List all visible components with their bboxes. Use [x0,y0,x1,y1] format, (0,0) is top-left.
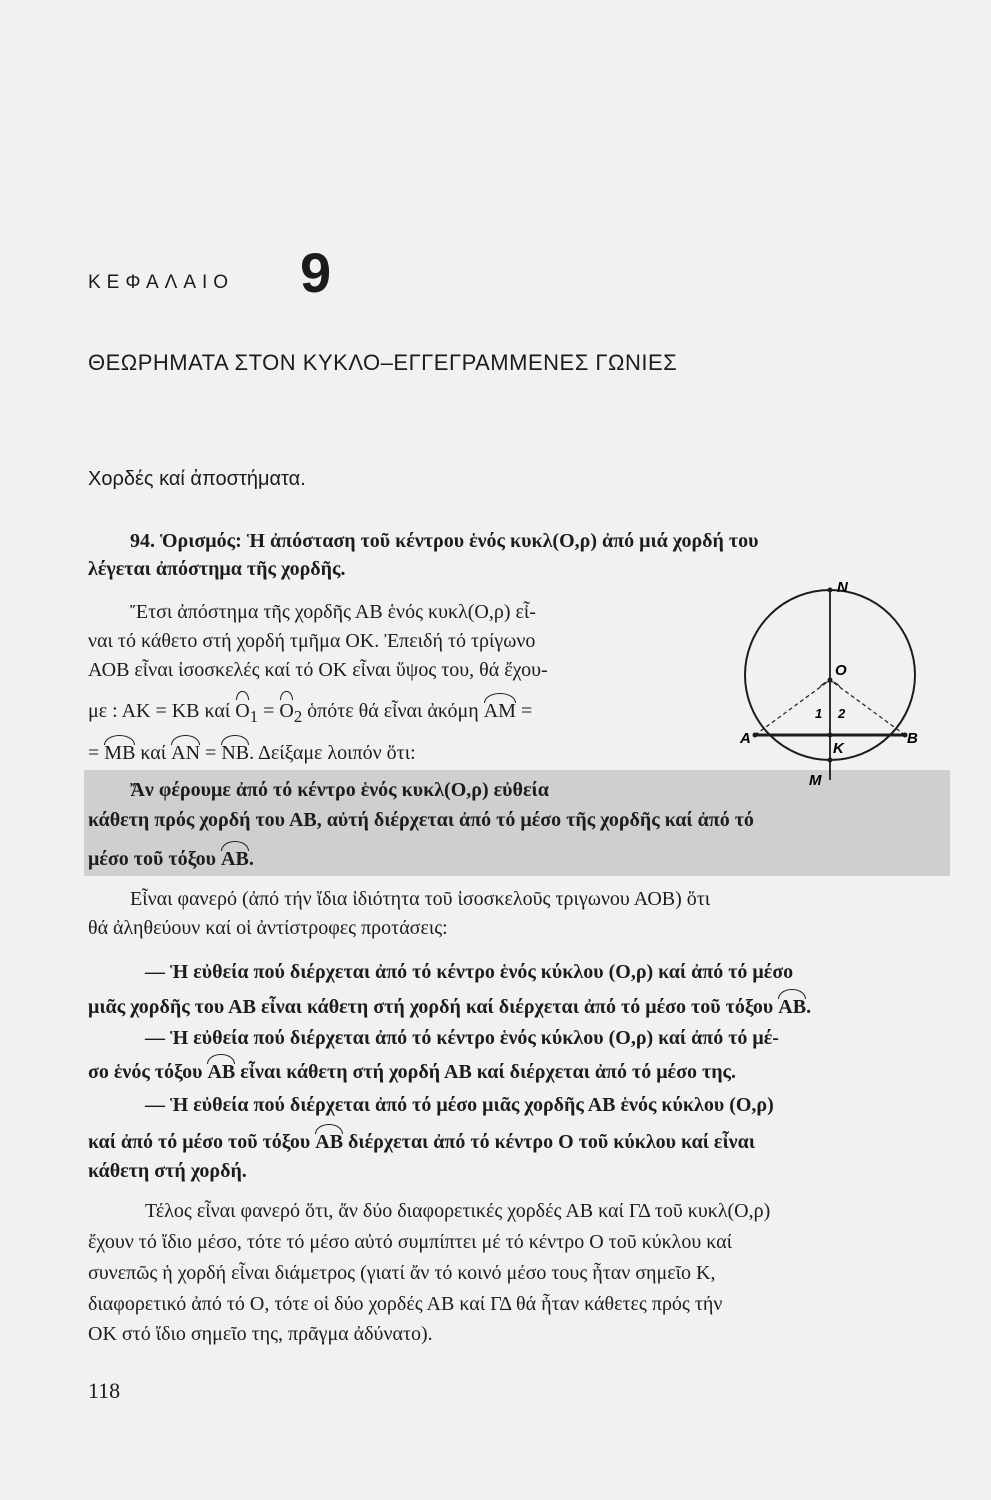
definition-line: λέγεται ἀπόστημα τῆς χορδῆς. [88,558,346,580]
statement-line: καί ἀπό τό μέσο τοῦ τόξου ΑΒ διέρχεται ἀπό τό κέντρο Ο τοῦ κύκλου καί εἶναι [88,1128,755,1156]
explanation-line: ναι τό κάθετο στή χορδή τμῆμα ΟΚ. Ἐπειδή τό τρίγωνο [88,630,536,652]
label-b: B [907,730,918,747]
converse-line: Εἶναι φανερό (ἀπό τήν ἴδια ἰδιότητα τοῦ ἰσοσκελοῦς τριγωνου ΑΟΒ) ὅτι [130,888,711,910]
point-k [828,733,833,738]
label-1: 1 [815,706,823,721]
conclusion-line: διαφορετικό ἀπό τό Ο, τότε οἱ δύο χορδές ΑΒ καί ΓΔ θά ἦταν κάθετες πρός τήν [88,1293,723,1315]
chapter-number: 9 [300,241,332,304]
explanation-line: Ἔτσι ἀπόστημα τῆς χορδῆς ΑΒ ἑνός κυκλ(Ο,ρ) εἶ- [130,601,536,623]
statement-line: — Ἡ εὐθεία πού διέρχεται ἀπό τό κέντρο ἑνός κύκλου (Ο,ρ) καί ἀπό τό μέσο [145,961,794,983]
circle-figure [735,575,950,790]
converse-line: θά ἀληθεύουν καί οἱ ἀντίστροφες προτάσεις: [88,917,448,939]
label-a: A [740,730,751,747]
point-n [828,588,833,593]
theorem-line: Ἄν φέρουμε ἀπό τό κέντρο ἑνός κυκλ(Ο,ρ) εὐθεία [130,779,549,801]
point-a [753,733,758,738]
section-heading: Χορδές καί ἀποστήματα. [88,468,306,490]
theorem-line: μέσο τοῦ τόξου ΑΒ. [88,845,254,873]
point-o [828,678,833,683]
statement-line: σο ἑνός τόξου ΑΒ εἶναι κάθετη στή χορδή ΑΒ καί διέρχεται ἀπό τό μέσο της. [88,1058,736,1086]
statement-line: κάθετη στή χορδή. [88,1160,247,1182]
chapter-label: ΚΕΦΑΛΑΙΟ [88,272,235,293]
label-k: K [833,740,844,757]
definition-line: 94. Ὁρισμός: Ἡ ἀπόσταση τοῦ κέντρου ἑνός κυκλ(Ο,ρ) ἀπό μιά χορδή του [130,530,759,552]
conclusion-line: Τέλος εἶναι φανερό ὅτι, ἄν δύο διαφορετικές χορδές ΑΒ καί ΓΔ τοῦ κυκλ(Ο,ρ) [145,1200,771,1222]
statement-line: — Ἡ εὐθεία πού διέρχεται ἀπό τό μέσο μιᾶς χορδῆς ΑΒ ἑνός κύκλου (Ο,ρ) [145,1094,774,1116]
explanation-line: = ΜΒ καί ΑΝ = ΝΒ. Δείξαμε λοιπόν ὅτι: [88,739,416,767]
conclusion-line: συνεπῶς ἡ χορδή εἶναι διάμετρος (γιατί ἄν τό κοινό μέσο τους ἦταν σημεῖο Κ, [88,1262,716,1284]
chapter-title: ΘΕΩΡΗΜΑΤΑ ΣΤΟΝ ΚΥΚΛΟ–ΕΓΓΕΓΡΑΜΜΕΝΕΣ ΓΩΝΙΕΣ [88,350,678,375]
label-2: 2 [838,706,846,721]
point-m [828,758,833,763]
theorem-line: κάθετη πρός χορδή του ΑΒ, αὐτή διέρχεται ἀπό τό μέσο τῆς χορδῆς καί ἀπό τό [88,809,754,831]
label-n: N [837,579,848,596]
page-number: 118 [88,1378,121,1403]
label-m: M [809,772,822,789]
conclusion-line: ΟΚ στό ἴδιο σημεῖο της, πρᾶγμα ἀδύνατο). [88,1323,433,1345]
conclusion-line: ἔχουν τό ἴδιο μέσο, τότε τό μέσο αὐτό συμπίπτει μέ τό κέντρο Ο τοῦ κύκλου καί [88,1231,733,1253]
explanation-line: ΑΟΒ εἶναι ἰσοσκελές καί τό ΟΚ εἶναι ὕψος του, θά ἔχου- [88,659,548,681]
statement-line: — Ἡ εὐθεία πού διέρχεται ἀπό τό κέντρο ἑνός κύκλου (Ο,ρ) καί ἀπό τό μέ- [145,1027,779,1049]
statement-line: μιᾶς χορδῆς του ΑΒ εἶναι κάθετη στή χορδή καί διέρχεται ἀπό τό μέσο τοῦ τόξου ΑΒ. [88,993,811,1021]
explanation-line: με : ΑΚ = ΚΒ καί $O_1 = O_2$ ὁπότε θά εἶναι ἀκόμη ΑΜ = [88,697,532,731]
label-o: O [835,662,847,679]
